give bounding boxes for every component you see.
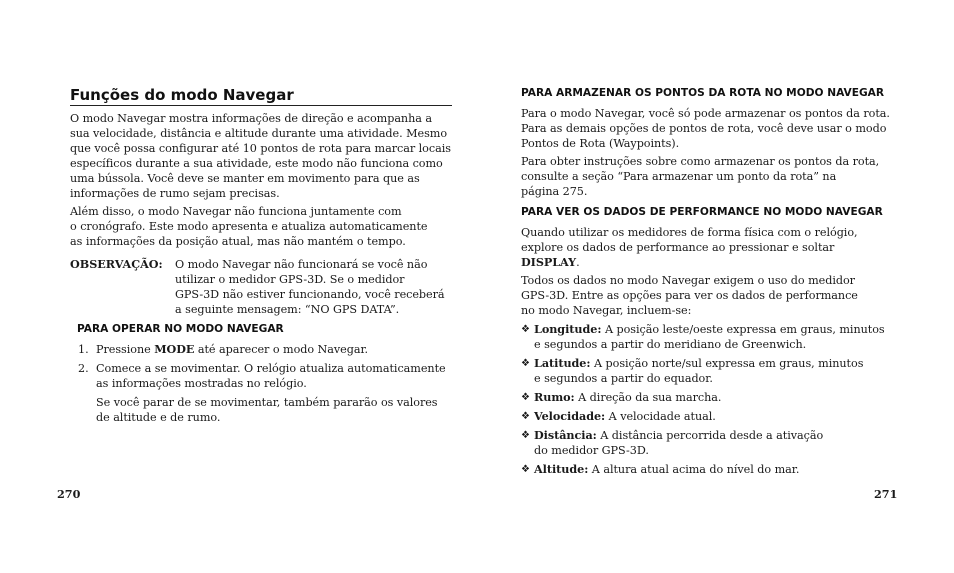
diamond-bullet-icon: ❖ [521,358,530,369]
text-line: Comece a se movimentar. O relógio atualiza automaticamente [96,362,446,375]
note-text [175,257,445,317]
text-line: Todos os dados no modo Navegar exigem o uso do medidor [521,274,855,287]
text-line: Para obter instruções sobre como armazenar os pontos da rota, [521,155,880,168]
text-line: página 275. [521,185,588,198]
item-term: Rumo: [534,390,575,404]
text-line: O modo Navegar mostra informações de direção e acompanha a [70,112,432,125]
mode-key-label: MODE [154,342,195,356]
list-item [534,390,721,405]
section-heading: Funções do modo Navegar [70,87,452,106]
step-text: Pressione [96,343,155,356]
step-number: 1. [78,343,89,356]
chronograph-paragraph [70,204,427,249]
item-term: Distância: [534,428,597,442]
text-line: do medidor GPS-3D. [534,444,649,457]
step-text: até aparecer o modo Navegar. [194,343,369,356]
text-line: uma bússola. Você deve se manter em movimento para que as [70,172,420,185]
text-line: que você possa configurar até 10 pontos de rota para marcar locais [70,142,451,155]
text-line: as informações da posição atual, mas não mantém o tempo. [70,235,406,248]
text-line: utilizar o medidor GPS-3D. Se o medidor [175,273,405,286]
item-text: A distância percorrida desde a ativação [600,429,824,442]
text-line: explore os dados de performance ao pressionar e soltar [521,241,835,254]
display-key-label: DISPLAY [521,255,577,269]
text-line: GPS-3D não estiver funcionando, você receberá [175,288,445,301]
text-line: consulte a seção “Para armazenar um ponto da rota” na [521,170,837,183]
text-line: de altitude e de rumo. [96,411,221,424]
list-item [534,462,799,477]
text-line: GPS-3D. Entre as opções para ver os dados de performance [521,289,858,302]
text-line: Para o modo Navegar, você só pode armazenar os pontos da rota. [521,107,890,120]
text-line: no modo Navegar, incluem-se: [521,304,692,317]
page-number: 271 [874,487,898,501]
item-text: A velocidade atual. [608,410,716,423]
page-number: 270 [57,487,81,501]
item-term: Latitude: [534,356,591,370]
performance-paragraph [521,225,858,270]
step-2-text [96,361,446,391]
text-line [534,390,721,405]
list-item [534,356,863,386]
text-line: Quando utilizar os medidores de forma física com o relógio, [521,226,858,239]
text-line [534,409,716,424]
diamond-bullet-icon: ❖ [521,392,530,403]
diamond-bullet-icon: ❖ [521,324,530,335]
list-item [534,322,885,352]
step-1-text [96,342,368,357]
list-item [534,428,823,458]
performance-subheading: PARA VER OS DADOS DE PERFORMANCE NO MODO NAVEGAR [521,206,883,218]
text-line: O modo Navegar não funcionará se você não [175,258,428,271]
step-2-extra [96,395,438,425]
text-line: Além disso, o modo Navegar não funciona juntamente com [70,205,402,218]
item-text: A altura atual acima do nível do mar. [591,463,800,476]
intro-paragraph [70,111,451,201]
text-line [534,428,823,443]
item-text: A posição norte/sul expressa em graus, minutos [593,357,864,370]
text-line [534,462,799,477]
text-line: sua velocidade, distância e altitude durante uma atividade. Mesmo [70,127,448,140]
item-text: A posição leste/oeste expressa em graus, minutos [604,323,885,336]
diamond-bullet-icon: ❖ [521,464,530,475]
gps-paragraph [521,273,858,318]
text-line: a seguinte mensagem: “NO GPS DATA”. [175,303,400,316]
text-line [521,255,858,270]
instructions-paragraph [521,154,879,199]
text-line [534,322,885,337]
diamond-bullet-icon: ❖ [521,430,530,441]
item-term: Longitude: [534,322,602,336]
item-text: A direção da sua marcha. [578,391,722,404]
note-label: OBSERVAÇÃO: [70,257,163,271]
text-line: Pontos de Rota (Waypoints). [521,137,680,150]
text-line [534,356,863,371]
step-number: 2. [78,362,89,375]
text-line: e segundos a partir do meridiano de Greenwich. [534,338,807,351]
punctuation: . [576,256,580,269]
text-line: e segundos a partir do equador. [534,372,713,385]
store-waypoints-subheading: PARA ARMAZENAR OS PONTOS DA ROTA NO MODO NAVEGAR [521,87,885,99]
item-term: Altitude: [534,462,589,476]
text-line: o cronógrafo. Este modo apresenta e atualiza automaticamente [70,220,428,233]
operate-subheading: PARA OPERAR NO MODO NAVEGAR [77,323,284,335]
text-line: Se você parar de se movimentar, também pararão os valores [96,396,438,409]
item-term: Velocidade: [534,409,606,423]
list-item [534,409,716,424]
text-line: específicos durante a sua atividade, este modo não funciona como [70,157,443,170]
text-line: as informações mostradas no relógio. [96,377,307,390]
text-line: Para as demais opções de pontos de rota, você deve usar o modo [521,122,887,135]
store-paragraph [521,106,890,151]
diamond-bullet-icon: ❖ [521,411,530,422]
text-line: informações de rumo sejam precisas. [70,187,280,200]
